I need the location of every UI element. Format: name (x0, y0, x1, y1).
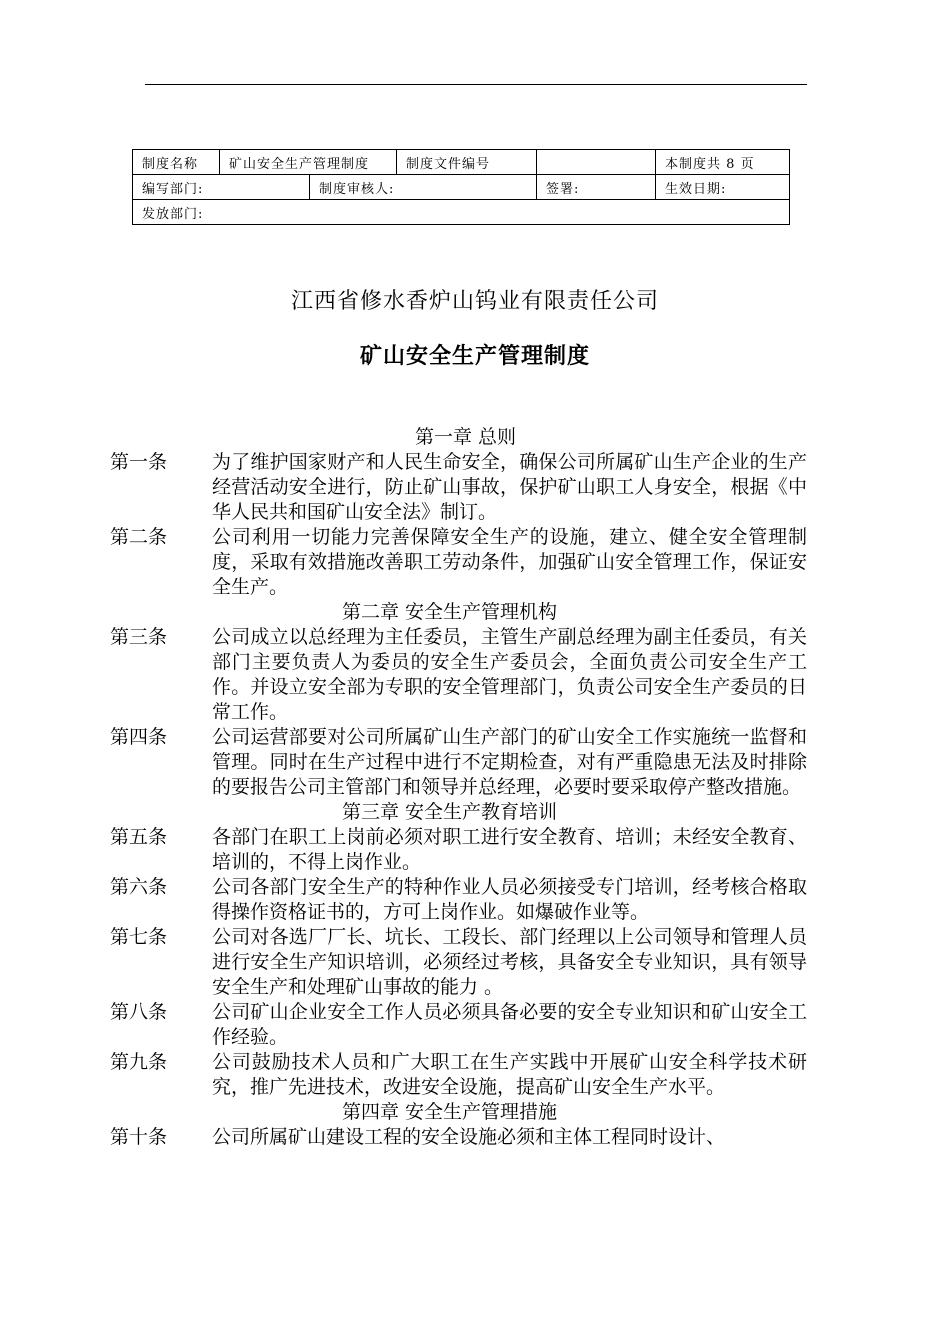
label-writing-dept: 编写部门: (133, 175, 310, 200)
article (110, 825, 810, 875)
article-label: 第六条 (110, 876, 168, 898)
article-text: 公司矿山企业安全工作人员必须具备必要的安全专业知识和矿山安全工作经验。 (212, 1001, 807, 1048)
label-distribution-dept: 发放部门: (133, 200, 790, 225)
document-body (110, 425, 810, 1150)
article-label: 第四条 (110, 726, 168, 748)
article-text: 公司对各选厂厂长、坑长、工段长、部门经理以上公司领导和管理人员进行安全生产知识培训，必须经过考核，具备安全专业知识，具有领导安全生产和处理矿山事故的能力 。 (212, 926, 807, 998)
article-label: 第一条 (110, 451, 168, 473)
value-file-number (537, 150, 656, 175)
label-policy-name: 制度名称 (133, 150, 220, 175)
article-label: 第八条 (110, 1001, 168, 1023)
article-text: 公司所属矿山建设工程的安全设施必须和主体工程同时设计、 (212, 1126, 726, 1148)
article-text: 公司利用一切能力完善保障安全生产的设施，建立、健全安全管理制度，采取有效措施改善职工劳动条件，加强矿山安全管理工作，保证安全生产。 (212, 526, 807, 598)
article-label: 第五条 (110, 826, 168, 848)
article (110, 625, 810, 725)
company-name: 江西省修水香炉山钨业有限责任公司 (290, 289, 659, 314)
article-text: 公司鼓励技术人员和广大职工在生产实践中开展矿山安全科学技术研究，推广先进技术，改进安全设施，提高矿山安全生产水平。 (212, 1051, 807, 1098)
info-row-1 (133, 150, 790, 175)
article-text: 为了维护国家财产和人民生命安全，确保公司所属矿山生产企业的生产经营活动安全进行，防止矿山事故，保护矿山职工人身安全，根据《中华人民共和国矿山安全法》制订。 (212, 451, 807, 523)
document-title: 矿山安全生产管理制度 (359, 344, 590, 369)
label-signature: 签署: (537, 175, 656, 200)
article (110, 1000, 810, 1050)
article-label: 第七条 (110, 926, 168, 948)
article-text: 公司成立以总经理为主任委员，主管生产副总经理为副主任委员，有关部门主要负责人为委员的安全生产委员会，全面负责公司安全生产工作。并设立安全部为专职的安全管理部门，负责公司安全生产委员的日常工作。 (212, 626, 807, 723)
article (110, 925, 810, 1000)
chapter-heading: 第一章 总则 (415, 426, 517, 448)
value-policy-name: 矿山安全生产管理制度 (220, 150, 397, 175)
label-effective-date: 生效日期: (656, 175, 790, 200)
article (110, 525, 810, 600)
page-count: 本制度共 8 页 (656, 150, 790, 175)
article-text: 各部门在职工上岗前必须对职工进行安全教育、培训；未经安全教育、培训的，不得上岗作业。 (212, 826, 807, 873)
article (110, 1050, 810, 1100)
article-label: 第十条 (110, 1126, 168, 1148)
article-label: 第三条 (110, 626, 168, 648)
article-label: 第九条 (110, 1051, 168, 1073)
info-row-3 (133, 200, 790, 225)
article (110, 725, 810, 800)
document-info-table (132, 149, 790, 225)
article-text: 公司各部门安全生产的特种作业人员必须接受专门培训，经考核合格取得操作资格证书的，方可上岗作业。如爆破作业等。 (212, 876, 807, 923)
article (110, 1125, 810, 1150)
label-file-number: 制度文件编号 (397, 150, 537, 175)
article-label: 第二条 (110, 526, 168, 548)
chapter-heading: 第三章 安全生产教育培训 (342, 801, 558, 823)
chapter-heading: 第二章 安全生产管理机构 (342, 601, 558, 623)
article-text: 公司运营部要对公司所属矿山生产部门的矿山安全工作实施统一监督和管理。同时在生产过程中进行不定期检查，对有严重隐患无法及时排除的要报告公司主管部门和领导并总经理，必要时要采取停产整改措施。 (212, 726, 807, 798)
header-rule (145, 84, 807, 85)
label-reviewer: 制度审核人: (310, 175, 537, 200)
chapter-heading: 第四章 安全生产管理措施 (342, 1101, 558, 1123)
article (110, 450, 810, 525)
info-row-2 (133, 175, 790, 200)
article (110, 875, 810, 925)
